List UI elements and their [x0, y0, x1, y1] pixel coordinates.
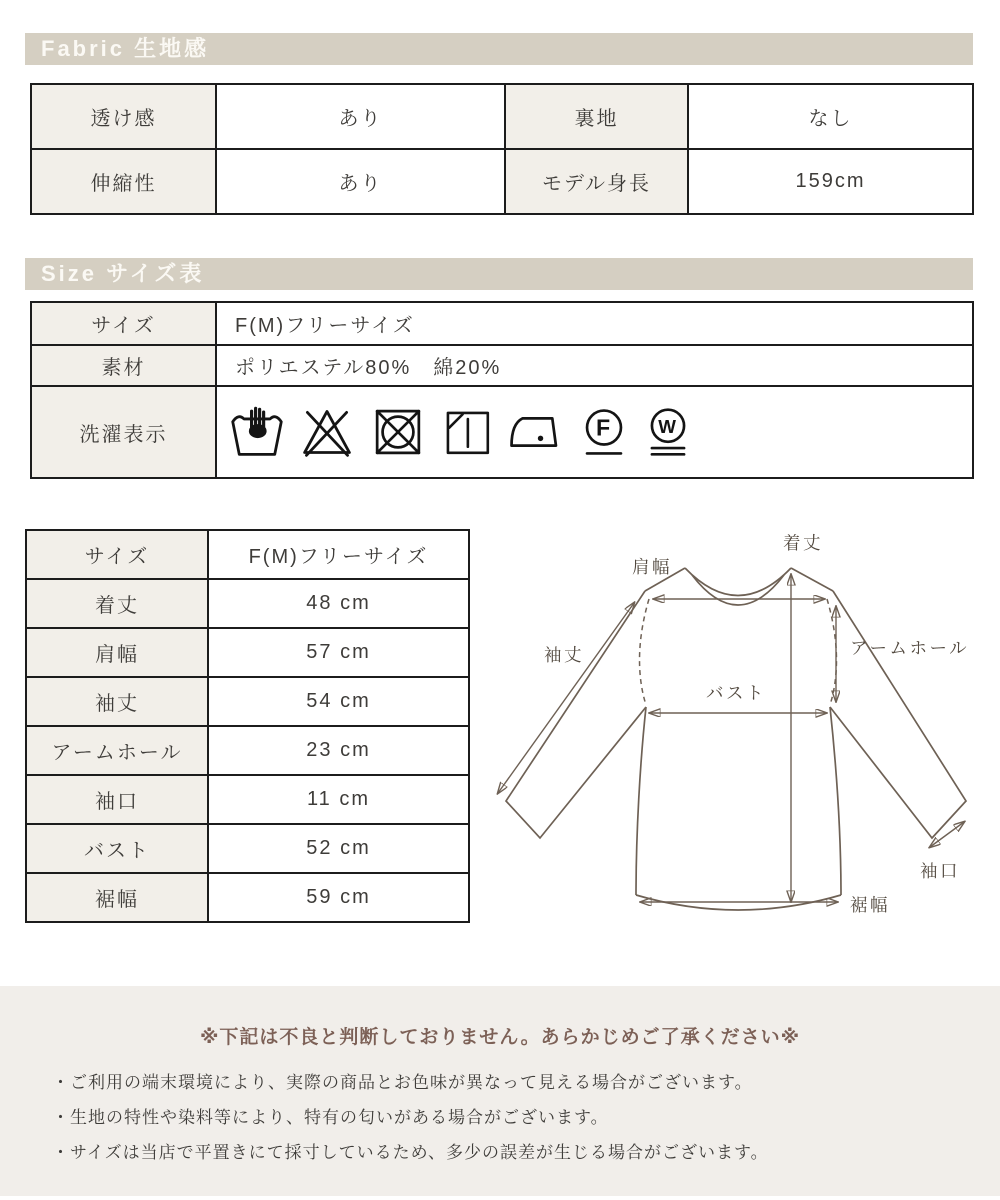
spec-care-label: 洗濯表示	[31, 386, 216, 478]
measurement-arrows	[498, 575, 964, 902]
spec-material-label: 素材	[31, 345, 216, 386]
fabric-row-label: 透け感	[31, 84, 216, 149]
fabric-row-label: 裏地	[505, 84, 688, 149]
garment-measurement-diagram	[478, 511, 993, 951]
fabric-row-value: あり	[216, 149, 505, 214]
do-not-tumble-dry-icon	[369, 401, 427, 463]
disclaimer-item: ・サイズは当店で平置きにて採寸しているため、多少の誤差が生じる場合がございます。	[52, 1143, 769, 1162]
measure-label: バスト	[26, 824, 208, 873]
fabric-row-value: 159cm	[688, 149, 973, 214]
disclaimer-list	[52, 1065, 1000, 1170]
measure-header-label: サイズ	[26, 530, 208, 579]
measure-label: 肩幅	[26, 628, 208, 677]
table-row	[31, 149, 973, 214]
spec-size-label: サイズ	[31, 302, 216, 345]
table-row	[31, 386, 973, 478]
diagram-label-hem-width: 裾幅	[850, 895, 890, 915]
diagram-label-cuff: 袖口	[920, 861, 960, 881]
table-row	[31, 84, 973, 149]
measure-value: 48 cm	[208, 579, 469, 628]
iron-low-heat-icon	[507, 401, 565, 463]
measure-value: 23 cm	[208, 726, 469, 775]
do-not-bleach-icon	[299, 401, 355, 463]
table-row	[26, 628, 469, 677]
garment-outline	[506, 568, 966, 910]
diagram-label-bust: バスト	[706, 683, 766, 703]
dry-in-shade-icon	[441, 401, 493, 463]
laundry-care-icons	[229, 401, 972, 463]
table-row	[26, 824, 469, 873]
measure-value: 52 cm	[208, 824, 469, 873]
measure-value: 11 cm	[208, 775, 469, 824]
table-row	[26, 775, 469, 824]
measure-value: 54 cm	[208, 677, 469, 726]
size-section-heading: Size サイズ表	[25, 258, 973, 290]
measure-label: 裾幅	[26, 873, 208, 922]
measurements-table	[25, 529, 470, 923]
table-row	[26, 726, 469, 775]
diagram-label-armhole: アームホール	[850, 638, 970, 658]
disclaimer-item: ・生地の特性や染料等により、特有の匂いがある場合がございます。	[52, 1108, 609, 1127]
spec-size-value: F(M)フリーサイズ	[216, 302, 973, 345]
table-row	[31, 302, 973, 345]
table-row	[26, 677, 469, 726]
hand-wash-icon	[229, 401, 285, 463]
disclaimer-item: ・ご利用の端末環境により、実際の商品とお色味が異なって見える場合がございます。	[52, 1073, 753, 1092]
disclaimer-section	[0, 986, 1000, 1196]
measure-value: 59 cm	[208, 873, 469, 922]
fabric-section-heading: Fabric 生地感	[25, 33, 973, 65]
fabric-row-value: なし	[688, 84, 973, 149]
measure-label: アームホール	[26, 726, 208, 775]
fabric-row-value: あり	[216, 84, 505, 149]
measure-label: 着丈	[26, 579, 208, 628]
wet-clean-w-icon	[643, 401, 693, 463]
diagram-label-body-length: 着丈	[783, 533, 823, 553]
measure-label: 袖口	[26, 775, 208, 824]
diagram-label-sleeve-length: 袖丈	[544, 645, 584, 665]
svg-text:W: W	[658, 415, 678, 437]
fabric-row-label: 伸縮性	[31, 149, 216, 214]
measure-header-value: F(M)フリーサイズ	[208, 530, 469, 579]
measure-value: 57 cm	[208, 628, 469, 677]
disclaimer-heading: ※下記は不良と判断しておりません。あらかじめご了承ください※	[199, 1027, 801, 1048]
table-row	[26, 873, 469, 922]
measure-label: 袖丈	[26, 677, 208, 726]
spec-table	[30, 301, 974, 479]
measurements-section	[0, 519, 1000, 939]
dry-clean-f-icon	[579, 401, 629, 463]
svg-text:F: F	[596, 414, 612, 441]
care-symbols-cell	[216, 386, 973, 478]
table-row	[26, 579, 469, 628]
table-row	[31, 345, 973, 386]
fabric-table	[30, 83, 974, 215]
diagram-label-shoulder-width: 肩幅	[632, 557, 672, 577]
spec-material-value: ポリエステル80% 綿20%	[216, 345, 973, 386]
fabric-row-label: モデル身長	[505, 149, 688, 214]
table-row	[26, 530, 469, 579]
